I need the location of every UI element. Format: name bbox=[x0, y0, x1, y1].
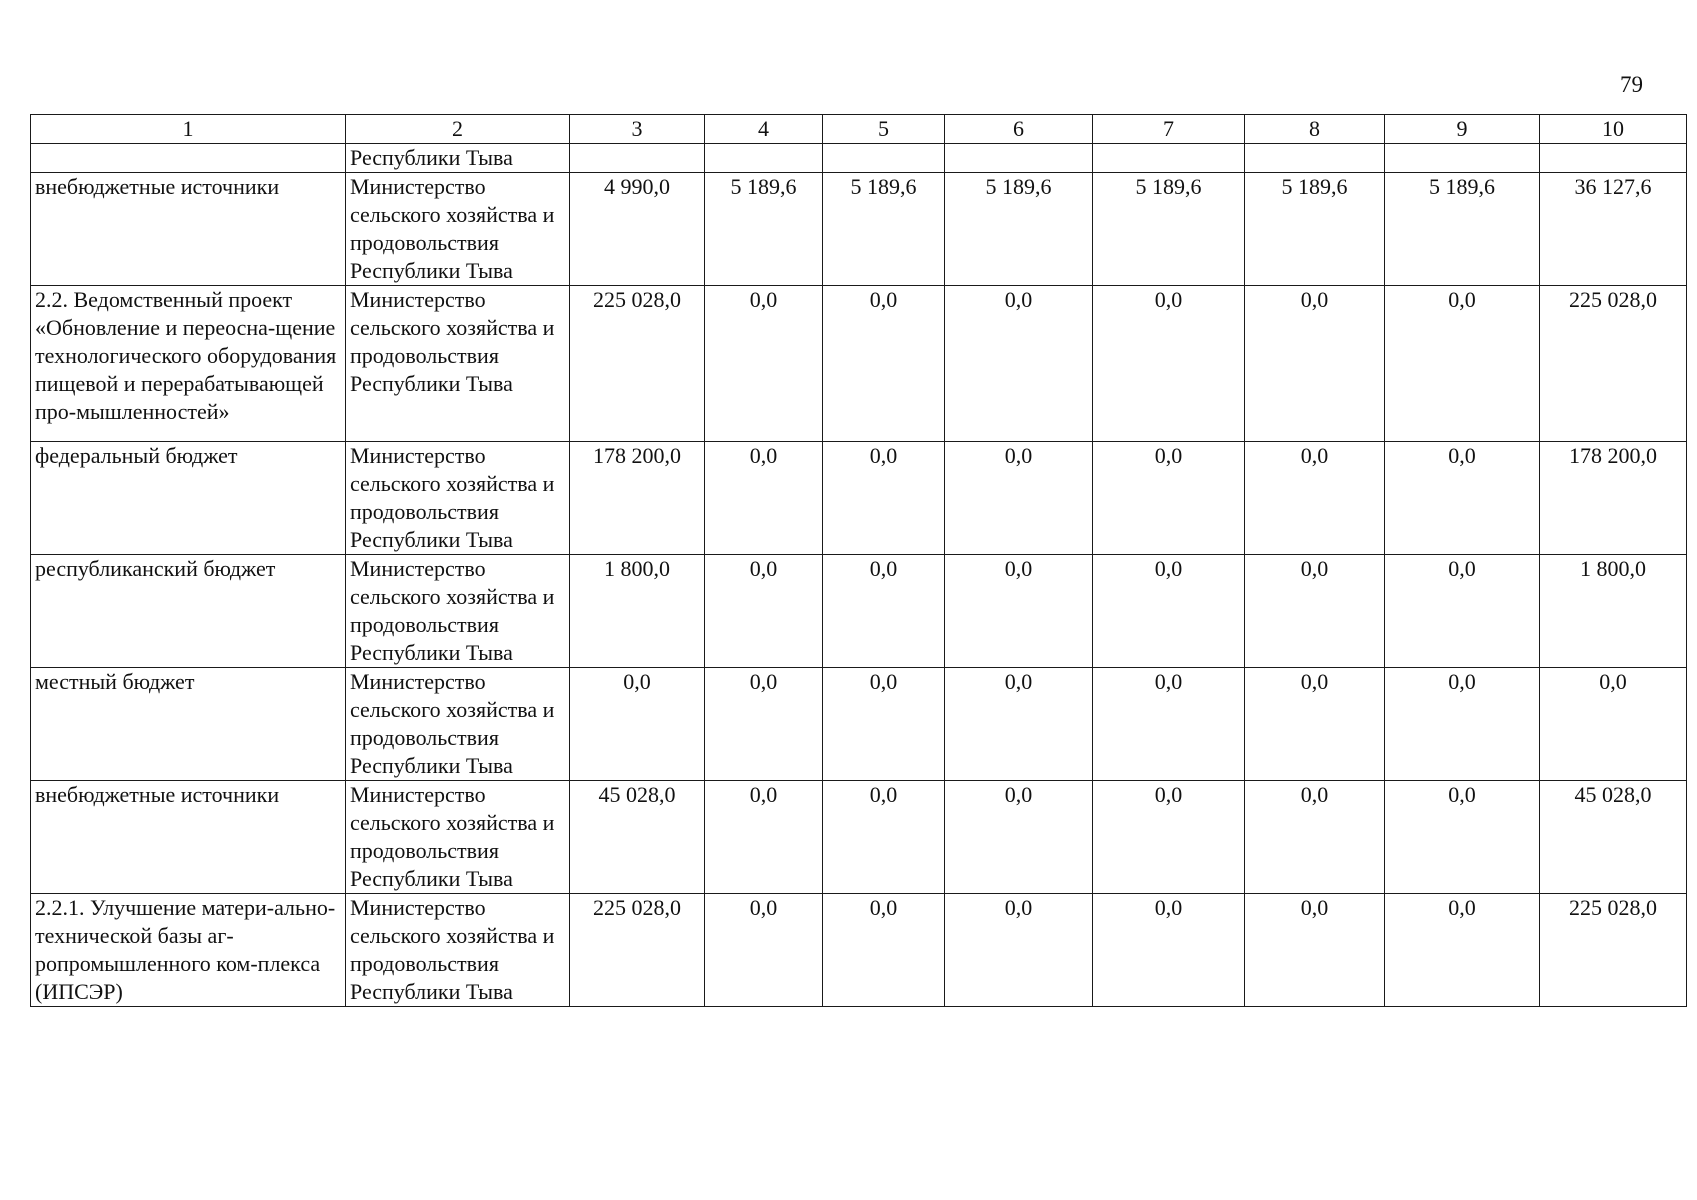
amount-cell: 5 189,6 bbox=[1245, 173, 1385, 286]
budget-table bbox=[30, 114, 1687, 1007]
amount-cell: 225 028,0 bbox=[1540, 286, 1687, 442]
amount-cell: 0,0 bbox=[1093, 668, 1245, 781]
amount-cell: 0,0 bbox=[1093, 894, 1245, 1007]
column-number: 4 bbox=[705, 115, 823, 144]
table-row bbox=[31, 894, 1687, 1007]
amount-cell: 0,0 bbox=[705, 668, 823, 781]
table-row bbox=[31, 144, 1687, 173]
amount-cell: 5 189,6 bbox=[945, 173, 1093, 286]
amount-cell: 0,0 bbox=[945, 781, 1093, 894]
amount-cell: 0,0 bbox=[1385, 286, 1540, 442]
amount-cell: 0,0 bbox=[1385, 442, 1540, 555]
table-row bbox=[31, 286, 1687, 442]
responsible-org: Министерство сельского хозяйства и продовольствия Республики Тыва bbox=[346, 555, 570, 668]
amount-cell: 0,0 bbox=[1245, 781, 1385, 894]
amount-cell: 0,0 bbox=[823, 442, 945, 555]
amount-cell: 36 127,6 bbox=[1540, 173, 1687, 286]
amount-cell: 1 800,0 bbox=[1540, 555, 1687, 668]
row-name: местный бюджет bbox=[31, 668, 346, 781]
amount-cell: 45 028,0 bbox=[1540, 781, 1687, 894]
amount-cell bbox=[705, 144, 823, 173]
responsible-org: Министерство сельского хозяйства и продовольствия Республики Тыва bbox=[346, 894, 570, 1007]
amount-cell: 0,0 bbox=[1093, 555, 1245, 668]
table-row bbox=[31, 781, 1687, 894]
amount-cell: 0,0 bbox=[1093, 286, 1245, 442]
amount-cell bbox=[1385, 144, 1540, 173]
amount-cell: 5 189,6 bbox=[1385, 173, 1540, 286]
amount-cell: 178 200,0 bbox=[570, 442, 705, 555]
amount-cell: 0,0 bbox=[1093, 781, 1245, 894]
table-row bbox=[31, 668, 1687, 781]
page-number: 79 bbox=[1620, 72, 1643, 97]
amount-cell: 5 189,6 bbox=[823, 173, 945, 286]
row-name: республиканский бюджет bbox=[31, 555, 346, 668]
column-number: 6 bbox=[945, 115, 1093, 144]
amount-cell: 4 990,0 bbox=[570, 173, 705, 286]
amount-cell: 0,0 bbox=[823, 668, 945, 781]
amount-cell: 0,0 bbox=[945, 286, 1093, 442]
amount-cell: 45 028,0 bbox=[570, 781, 705, 894]
amount-cell bbox=[945, 144, 1093, 173]
amount-cell bbox=[823, 144, 945, 173]
amount-cell: 1 800,0 bbox=[570, 555, 705, 668]
row-name: внебюджетные источники bbox=[31, 173, 346, 286]
responsible-org: Республики Тыва bbox=[346, 144, 570, 173]
row-name: федеральный бюджет bbox=[31, 442, 346, 555]
amount-cell: 0,0 bbox=[1540, 668, 1687, 781]
responsible-org: Министерство сельского хозяйства и продовольствия Республики Тыва bbox=[346, 442, 570, 555]
amount-cell: 0,0 bbox=[1245, 894, 1385, 1007]
amount-cell: 0,0 bbox=[705, 894, 823, 1007]
amount-cell: 0,0 bbox=[705, 781, 823, 894]
amount-cell: 0,0 bbox=[823, 555, 945, 668]
amount-cell bbox=[1245, 144, 1385, 173]
amount-cell: 0,0 bbox=[705, 555, 823, 668]
column-number: 1 bbox=[31, 115, 346, 144]
amount-cell: 0,0 bbox=[945, 668, 1093, 781]
amount-cell bbox=[570, 144, 705, 173]
amount-cell: 0,0 bbox=[1245, 442, 1385, 555]
column-number: 3 bbox=[570, 115, 705, 144]
amount-cell: 225 028,0 bbox=[570, 894, 705, 1007]
table-row bbox=[31, 555, 1687, 668]
amount-cell: 0,0 bbox=[823, 286, 945, 442]
column-number: 9 bbox=[1385, 115, 1540, 144]
amount-cell: 225 028,0 bbox=[1540, 894, 1687, 1007]
column-number: 7 bbox=[1093, 115, 1245, 144]
amount-cell: 0,0 bbox=[705, 286, 823, 442]
row-name: внебюджетные источники bbox=[31, 781, 346, 894]
column-number: 2 bbox=[346, 115, 570, 144]
amount-cell: 0,0 bbox=[1385, 555, 1540, 668]
responsible-org: Министерство сельского хозяйства и продовольствия Республики Тыва bbox=[346, 173, 570, 286]
responsible-org: Министерство сельского хозяйства и продовольствия Республики Тыва bbox=[346, 781, 570, 894]
amount-cell bbox=[1093, 144, 1245, 173]
column-number: 5 bbox=[823, 115, 945, 144]
amount-cell: 0,0 bbox=[945, 894, 1093, 1007]
amount-cell: 0,0 bbox=[945, 555, 1093, 668]
responsible-org: Министерство сельского хозяйства и продовольствия Республики Тыва bbox=[346, 286, 570, 442]
amount-cell: 5 189,6 bbox=[1093, 173, 1245, 286]
column-number: 10 bbox=[1540, 115, 1687, 144]
amount-cell: 0,0 bbox=[1385, 668, 1540, 781]
row-name bbox=[31, 144, 346, 173]
amount-cell: 0,0 bbox=[945, 442, 1093, 555]
amount-cell: 0,0 bbox=[1093, 442, 1245, 555]
amount-cell: 0,0 bbox=[570, 668, 705, 781]
amount-cell: 0,0 bbox=[1385, 781, 1540, 894]
amount-cell: 178 200,0 bbox=[1540, 442, 1687, 555]
amount-cell: 5 189,6 bbox=[705, 173, 823, 286]
amount-cell: 0,0 bbox=[1245, 555, 1385, 668]
row-name: 2.2. Ведомственный проект «Обновление и переосна-щение технологического оборудования пищевой и перерабатывающей про-мышленностей» bbox=[31, 286, 346, 442]
amount-cell: 0,0 bbox=[823, 781, 945, 894]
amount-cell: 0,0 bbox=[1245, 668, 1385, 781]
amount-cell: 0,0 bbox=[1385, 894, 1540, 1007]
column-number-row bbox=[31, 115, 1687, 144]
responsible-org: Министерство сельского хозяйства и продовольствия Республики Тыва bbox=[346, 668, 570, 781]
column-number: 8 bbox=[1245, 115, 1385, 144]
amount-cell: 0,0 bbox=[1245, 286, 1385, 442]
table-row bbox=[31, 173, 1687, 286]
row-name: 2.2.1. Улучшение матери-ально-технической базы аг-ропромышленного ком-плекса (ИПСЭР) bbox=[31, 894, 346, 1007]
amount-cell: 0,0 bbox=[823, 894, 945, 1007]
table-row bbox=[31, 442, 1687, 555]
amount-cell bbox=[1540, 144, 1687, 173]
amount-cell: 225 028,0 bbox=[570, 286, 705, 442]
amount-cell: 0,0 bbox=[705, 442, 823, 555]
